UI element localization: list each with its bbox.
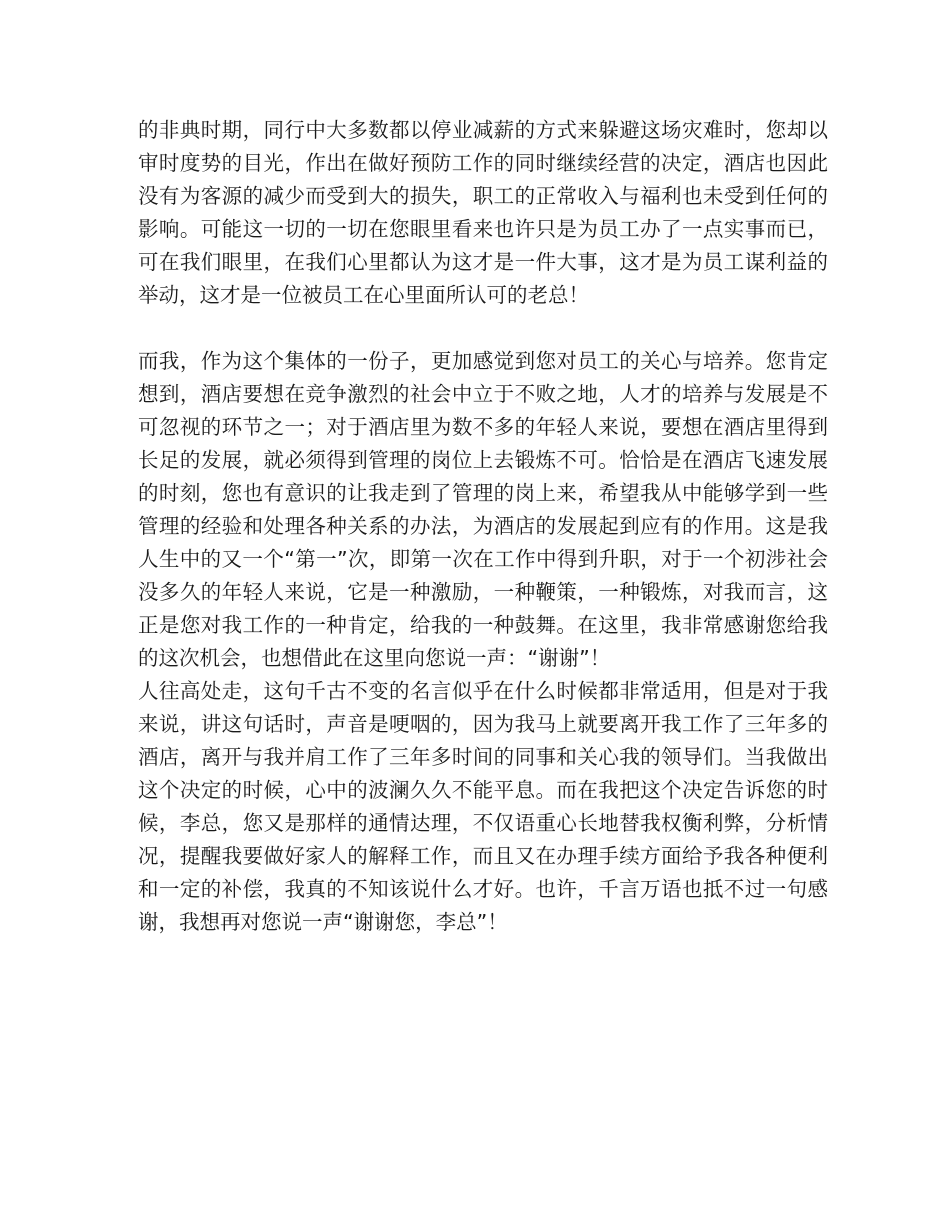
document-body xyxy=(138,114,828,939)
paragraph-2: 而我，作为这个集体的一份子，更加感觉到您对员工的关心与培养。您肯定想到，酒店要想在竞争激烈的社会中立于不败之地，人才的培养与发展是不可忽视的环节之一；对于酒店里为数不多的年轻人来说，要想在酒店里得到长足的发展，就必须得到管理的岗位上去锻炼不可。恰恰是在酒店飞速发展的时刻，您也有意识的让我走到了管理的岗上来，希望我从中能够学到一些管理的经验和处理各种关系的办法，为酒店的发展起到应有的作用。这是我人生中的又一个“第一”次，即第一次在工作中得到升职，对于一个初涉社会没多久的年轻人来说，它是一种激励，一种鞭策，一种锻炼，对我而言，这正是您对我工作的一种肯定，给我的一种鼓舞。在这里，我非常感谢您给我的这次机会，也想借此在这里向您说一声：“谢谢”！ xyxy=(138,349,828,670)
paragraph-3: 人往高处走，这句千古不变的名言似乎在什么时候都非常适用，但是对于我来说，讲这句话时，声音是哽咽的，因为我马上就要离开我工作了三年多的酒店，离开与我并肩工作了三年多时间的同事和关心我的领导们。当我做出这个决定的时候，心中的波澜久久不能平息。而在我把这个决定告诉您的时候，李总，您又是那样的通情达理，不仅语重心长地替我权衡利弊，分析情况，提醒我要做好家人的解释工作，而且又在办理手续方面给予我各种便利和一定的补偿，我真的不知该说什么才好。也许，千言万语也抵不过一句感谢，我想再对您说一声“谢谢您，李总”！ xyxy=(138,679,828,934)
paragraph-1: 的非典时期，同行中大多数都以停业减薪的方式来躲避这场灾难时，您却以审时度势的目光，作出在做好预防工作的同时继续经营的决定，酒店也因此没有为客源的减少而受到大的损失，职工的正常收入与福利也未受到任何的影响。可能这一切的一切在您眼里看来也许只是为员工办了一点实事而已，可在我们眼里，在我们心里都认为这才是一件大事，这才是为员工谋利益的举动，这才是一位被员工在心里面所认可的老总！ xyxy=(138,118,828,307)
paragraph-gap xyxy=(138,312,828,345)
